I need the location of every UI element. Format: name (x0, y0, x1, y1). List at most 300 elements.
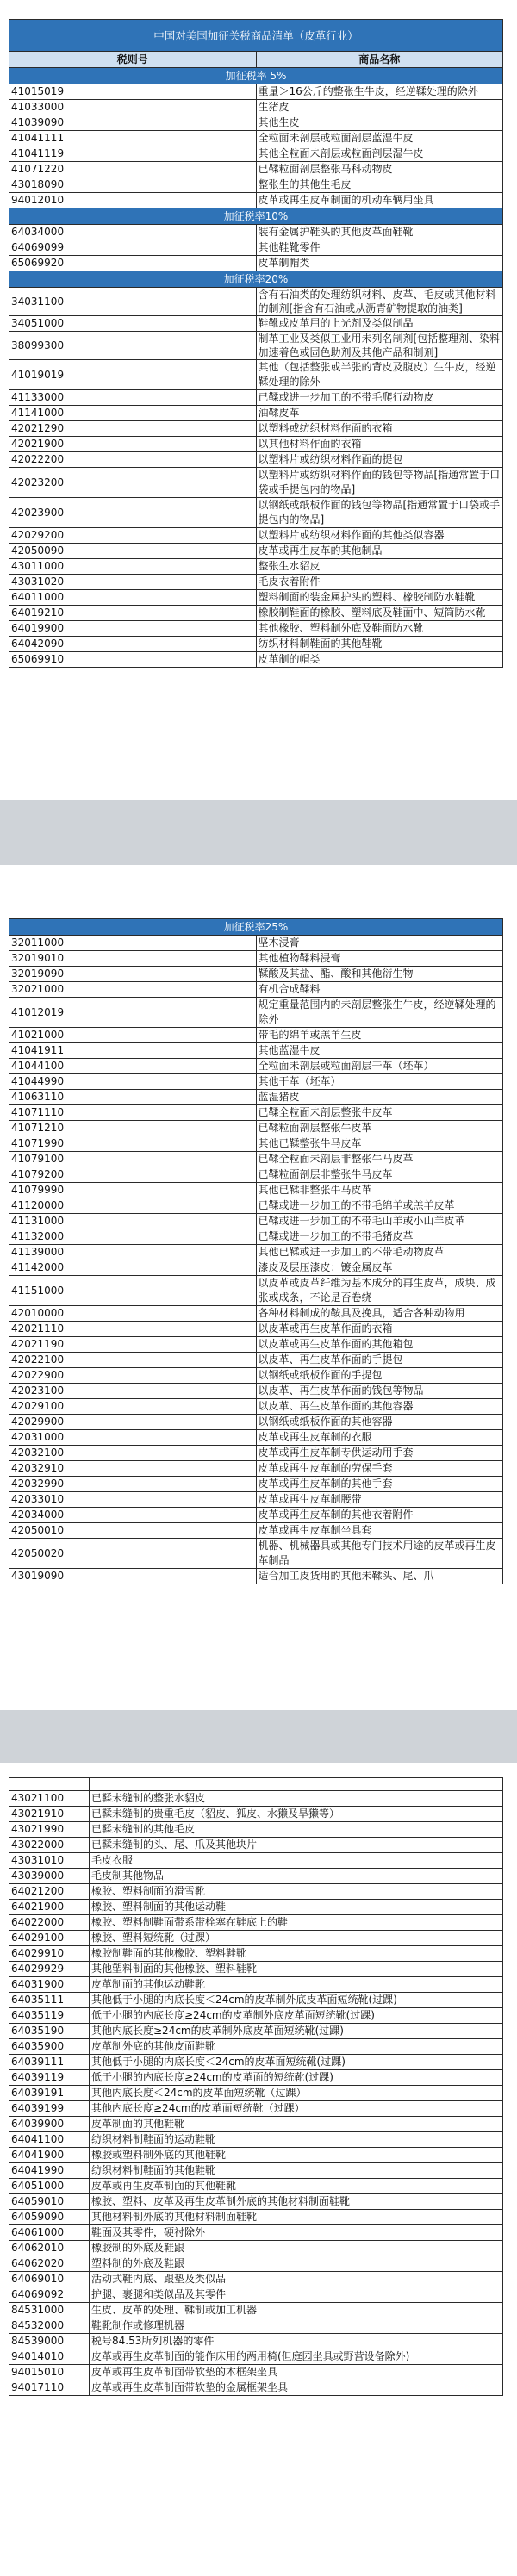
table-row (9, 1136, 503, 1152)
product-name-cell: 塑料制的外底及鞋跟 (90, 2256, 503, 2272)
table-row (9, 2039, 503, 2055)
table-row (9, 2287, 503, 2303)
table-header-row (9, 52, 503, 68)
table-row (9, 2008, 503, 2024)
tariff-code-cell: 41033000 (9, 100, 257, 115)
tariff-code-cell: 94014010 (9, 2349, 90, 2365)
product-name-cell: 蓝湿猪皮 (256, 1090, 503, 1105)
tariff-code-cell: 42050090 (9, 544, 257, 559)
tariff-code-cell: 42021110 (9, 1322, 257, 1337)
product-name-cell: 以其他材料作面的衣箱 (256, 437, 503, 452)
product-name-cell: 其他全粒面未剖层或粒面剖层湿牛皮 (256, 146, 503, 162)
product-name-cell: 其他已鞣整张牛马皮革 (256, 1136, 503, 1152)
table-row (9, 1167, 503, 1183)
table-row (9, 421, 503, 437)
table-title-row (9, 20, 503, 52)
product-name-cell: 有机合成鞣料 (256, 982, 503, 998)
product-name-cell: 生猪皮 (256, 100, 503, 115)
table-row (9, 2303, 503, 2318)
tariff-code-cell: 34051000 (9, 316, 257, 332)
table-row (9, 2055, 503, 2070)
product-name-cell: 已鞣粒面剖层非整张牛马皮革 (256, 1167, 503, 1183)
table-row (9, 606, 503, 621)
rate-heading-row (9, 919, 503, 936)
table-row (9, 590, 503, 606)
table-row (9, 1977, 503, 1993)
product-name-cell: 以塑料片或纺织材料作面的其他类似容器 (256, 528, 503, 544)
tariff-code-cell: 64019900 (9, 621, 257, 637)
product-name-cell: 毛皮衣着附件 (256, 575, 503, 590)
table-row (9, 1807, 503, 1822)
table-row (9, 1276, 503, 1306)
table-row (9, 100, 503, 115)
product-name-cell: 已鞣未缝制的其他毛皮 (90, 1822, 503, 1838)
table-row (9, 1043, 503, 1059)
product-name-cell: 以皮革或再生皮革作面的衣箱 (256, 1322, 503, 1337)
tariff-code-cell: 42010000 (9, 1306, 257, 1322)
table-row (9, 1214, 503, 1229)
table-row (9, 2334, 503, 2349)
product-name-cell: 护腿、裹腿和类似品及其零件 (90, 2287, 503, 2303)
table-row (9, 2148, 503, 2163)
product-name-cell: 油鞣皮革 (256, 406, 503, 421)
table-row (9, 544, 503, 559)
table-row (9, 2179, 503, 2194)
product-name-cell: 以塑料片或纺织材料作面的钱包等物品[指通常置于口袋或手提包内的物品] (256, 468, 503, 498)
tariff-code-cell: 42032990 (9, 1477, 257, 1492)
tariff-code-cell: 43011000 (9, 559, 257, 575)
tariff-code-cell: 64041100 (9, 2132, 90, 2148)
tariff-code-cell: 64069092 (9, 2287, 90, 2303)
table-row (9, 498, 503, 528)
tariff-code-cell: 64039191 (9, 2086, 90, 2101)
table-row (9, 1523, 503, 1539)
product-name-cell: 皮革制的帽类 (256, 652, 503, 668)
page-separator (0, 1710, 517, 1763)
tariff-code-cell: 64041900 (9, 2148, 90, 2163)
table-row (9, 967, 503, 982)
product-name-cell: 橡胶制鞋面的其他橡胶、塑料鞋靴 (90, 1946, 503, 1962)
tariff-code-cell: 84539000 (9, 2334, 90, 2349)
tariff-code-cell: 42023900 (9, 498, 257, 528)
tariff-code-cell: 84532000 (9, 2318, 90, 2334)
tariff-code-cell: 38099300 (9, 332, 257, 360)
tariff-code-cell: 42034000 (9, 1508, 257, 1523)
product-name-cell: 鞋靴制作或修理机器 (90, 2318, 503, 2334)
table-row (9, 2349, 503, 2365)
section-rate-25 (9, 919, 503, 1584)
product-name-cell: 皮革或再生皮革制的衣服 (256, 1430, 503, 1446)
table-row (9, 256, 503, 271)
tariff-code-cell: 42033010 (9, 1492, 257, 1508)
tariff-code-cell: 64051000 (9, 2179, 90, 2194)
table-row (9, 1884, 503, 1900)
product-name-cell: 以钢纸或纸板作面的钱包等物品[指通常置于口袋或手提包内的物品] (256, 498, 503, 528)
header-product-name: 商品名称 (256, 52, 503, 68)
tariff-code-cell: 64069010 (9, 2272, 90, 2287)
product-name-cell: 鞋面及其零件，硬衬除外 (90, 2225, 503, 2241)
table-row (9, 1306, 503, 1322)
product-name-cell: 鞋靴或皮革用的上光剂及类似制品 (256, 316, 503, 332)
table-row (9, 2101, 503, 2117)
product-name-cell: 毛皮制其他物品 (90, 1869, 503, 1884)
tariff-code-cell: 32021000 (9, 982, 257, 998)
section-rate-25-continued (9, 1791, 503, 2396)
tariff-code-cell: 64035190 (9, 2024, 90, 2039)
product-name-cell: 漆皮及层压漆皮；镀金属皮革 (256, 1260, 503, 1276)
tariff-code-cell: 64029910 (9, 1946, 90, 1962)
table-row (9, 1198, 503, 1214)
product-name-cell: 已鞣未缝制的整张水貂皮 (90, 1791, 503, 1807)
table-row (9, 998, 503, 1028)
table-row (9, 1152, 503, 1167)
product-name-cell: 皮革或再生皮革制专供运动用手套 (256, 1446, 503, 1461)
product-name-cell: 毛皮衣服 (90, 1853, 503, 1869)
product-name-cell: 其他低于小腿的内底长度＜24cm的皮革制外底皮革面短统靴(过踝) (90, 1993, 503, 2008)
tariff-code-cell: 41142000 (9, 1260, 257, 1276)
table-row (9, 2318, 503, 2334)
table-row (9, 637, 503, 652)
product-name-cell: 已鞣粒面剖层整张马科动物皮 (256, 162, 503, 177)
product-name-cell: 带毛的绵羊或羔羊生皮 (256, 1028, 503, 1043)
table-row (9, 2225, 503, 2241)
tariff-code-cell: 43021100 (9, 1791, 90, 1807)
table-row (9, 575, 503, 590)
product-name-cell: 以塑料片或纺织材料作面的提包 (256, 452, 503, 468)
table-row (9, 621, 503, 637)
table-row (9, 1822, 503, 1838)
section-rate-20 (9, 271, 503, 668)
table-row (9, 1508, 503, 1523)
product-name-cell: 整张生水貂皮 (256, 559, 503, 575)
tariff-code-cell: 41019019 (9, 360, 257, 390)
rate-heading-row (9, 68, 503, 84)
tariff-code-cell: 41015019 (9, 84, 257, 100)
table-row (9, 2272, 503, 2287)
product-name-cell: 橡胶或塑料制外底的其他鞋靴 (90, 2148, 503, 2163)
table-row (9, 1569, 503, 1584)
table-row (9, 1461, 503, 1477)
product-name-cell: 皮革制面的其他鞋靴 (90, 2117, 503, 2132)
product-name-cell: 坚木浸膏 (256, 936, 503, 951)
tariff-code-cell: 41071220 (9, 162, 257, 177)
tariff-code-cell: 64039900 (9, 2117, 90, 2132)
product-name-cell: 活动式鞋内底、跟垫及类似品 (90, 2272, 503, 2287)
table-row (9, 1962, 503, 1977)
table-row (9, 2365, 503, 2380)
table-row (9, 1993, 503, 2008)
product-name-cell: 以皮革、再生皮革作面的其他容器 (256, 1399, 503, 1415)
tariff-code-cell: 42022200 (9, 452, 257, 468)
tariff-code-cell: 41139000 (9, 1245, 257, 1260)
table-row (9, 982, 503, 998)
table-row (9, 2194, 503, 2210)
table-blank-row (9, 1778, 503, 1791)
tariff-table-page-1 (9, 19, 503, 668)
tariff-code-cell: 41063110 (9, 1090, 257, 1105)
product-name-cell: 皮革或再生皮革制的劳保手套 (256, 1461, 503, 1477)
product-name-cell: 橡胶制的外底及鞋跟 (90, 2241, 503, 2256)
tariff-code-cell: 32019010 (9, 951, 257, 967)
product-name-cell: 其他内底长度≥24cm的皮革面短统靴（过踝） (90, 2101, 503, 2117)
table-row (9, 1059, 503, 1074)
product-name-cell: 其他干革（坯革） (256, 1074, 503, 1090)
table-row (9, 332, 503, 360)
table-row (9, 146, 503, 162)
tariff-code-cell: 64035111 (9, 1993, 90, 2008)
product-name-cell: 纺织材料制鞋面的其他鞋靴 (90, 2163, 503, 2179)
product-name-cell: 生皮、皮革的处理、鞣制或加工机器 (90, 2303, 503, 2318)
table-row (9, 559, 503, 575)
product-name-cell: 已鞣全粒面未剖层整张牛皮革 (256, 1105, 503, 1121)
tariff-code-cell: 41079100 (9, 1152, 257, 1167)
tariff-code-cell: 43039000 (9, 1869, 90, 1884)
table-row (9, 1028, 503, 1043)
product-name-cell: 皮革或再生皮革制坐具套 (256, 1523, 503, 1539)
tariff-code-cell: 64039119 (9, 2070, 90, 2086)
table-row (9, 951, 503, 967)
tariff-code-cell: 41131000 (9, 1214, 257, 1229)
table-row (9, 1337, 503, 1353)
table-row (9, 936, 503, 951)
tariff-code-cell: 41151000 (9, 1276, 257, 1306)
product-name-cell: 橡胶、塑料、皮革及再生皮革制外底的其他材料制面鞋靴 (90, 2194, 503, 2210)
tariff-code-cell: 41044990 (9, 1074, 257, 1090)
product-name-cell: 皮革或再生皮革制面带软垫的木框架坐具 (90, 2365, 503, 2380)
product-name-cell: 以皮革或再生皮革作面的其他箱包 (256, 1337, 503, 1353)
tariff-code-cell: 64021200 (9, 1884, 90, 1900)
tariff-code-cell: 42023100 (9, 1384, 257, 1399)
tariff-code-cell: 42022100 (9, 1353, 257, 1368)
tariff-code-cell: 42021900 (9, 437, 257, 452)
tariff-code-cell: 42029900 (9, 1415, 257, 1430)
product-name-cell: 整张生的其他生毛皮 (256, 177, 503, 193)
section-rate-10 (9, 208, 503, 271)
table-row (9, 193, 503, 208)
tariff-code-cell: 41041111 (9, 131, 257, 146)
table-row (9, 1477, 503, 1492)
tariff-code-cell: 42029100 (9, 1399, 257, 1415)
table-row (9, 2117, 503, 2132)
rate-heading: 加征税率20% (9, 271, 503, 288)
product-name-cell: 全粒面未剖层或粒面剖层蓝湿牛皮 (256, 131, 503, 146)
tariff-code-cell: 34031100 (9, 288, 257, 316)
tariff-code-cell: 43021990 (9, 1822, 90, 1838)
tariff-code-cell: 64069099 (9, 240, 257, 256)
product-name-cell: 以钢纸或纸板作面的手提包 (256, 1368, 503, 1384)
table-row (9, 1492, 503, 1508)
table-row (9, 2070, 503, 2086)
tariff-code-cell: 41132000 (9, 1229, 257, 1245)
product-name-cell: 适合加工皮货用的其他未鞣头、尾、爪 (256, 1569, 503, 1584)
product-name-cell: 橡胶、塑料制面的其他运动鞋 (90, 1900, 503, 1915)
product-name-cell: 以皮革、再生皮革作面的钱包等物品 (256, 1384, 503, 1399)
product-name-cell: 机器、机械器具或其他专门技术用途的皮革或再生皮革制品 (256, 1539, 503, 1569)
tariff-table-page-3 (9, 1777, 503, 2396)
table-row (9, 1260, 503, 1276)
tariff-code-cell: 41041119 (9, 146, 257, 162)
product-name-cell: 橡胶、塑料制面的滑雪靴 (90, 1884, 503, 1900)
table-row (9, 84, 503, 100)
product-name-cell: 已鞣粒面剖层整张牛皮革 (256, 1121, 503, 1136)
header-tariff-code: 税则号 (9, 52, 257, 68)
product-name-cell: 其他（包括整张或半张的背皮及腹皮）生牛皮，经逆鞣处理的除外 (256, 360, 503, 390)
table-row (9, 1915, 503, 1931)
tariff-table-page-2 (9, 918, 503, 1584)
product-name-cell: 橡胶、塑料制鞋面带系带栓塞在鞋底上的鞋 (90, 1915, 503, 1931)
table-row (9, 1229, 503, 1245)
tariff-code-cell: 41120000 (9, 1198, 257, 1214)
product-name-cell: 其他内底长度≥24cm的皮革制外底皮革面短统靴(过踝) (90, 2024, 503, 2039)
product-name-cell: 其他塑料制面的其他橡胶、塑料鞋靴 (90, 1962, 503, 1977)
tariff-code-cell: 41071210 (9, 1121, 257, 1136)
product-name-cell: 其他低于小腿的内底长度＜24cm的皮革面短统靴(过踝) (90, 2055, 503, 2070)
tariff-code-cell: 32019090 (9, 967, 257, 982)
table-title: 中国对美国加征关税商品清单（皮革行业） (9, 20, 503, 52)
product-name-cell: 橡胶制鞋面的橡胶、塑料底及鞋面中、短筒防水靴 (256, 606, 503, 621)
product-name-cell: 低于小腿的内底长度≥24cm的皮革面的短统靴(过踝) (90, 2070, 503, 2086)
product-name-cell: 皮革或再生皮革的其他制品 (256, 544, 503, 559)
rate-heading-row (9, 271, 503, 288)
rate-heading-row (9, 208, 503, 225)
table-row (9, 1090, 503, 1105)
table-row (9, 1368, 503, 1384)
product-name-cell: 鞣酸及其盐、酯、酸和其他衍生物 (256, 967, 503, 982)
tariff-code-cell: 94017110 (9, 2380, 90, 2396)
product-name-cell: 皮革或再生皮革制面的能作床用的两用椅(但庭园坐具或野营设备除外) (90, 2349, 503, 2365)
table-row (9, 162, 503, 177)
tariff-code-cell: 41021000 (9, 1028, 257, 1043)
tariff-code-cell: 64031900 (9, 1977, 90, 1993)
table-row (9, 2380, 503, 2396)
tariff-code-cell: 42021190 (9, 1337, 257, 1353)
product-name-cell: 已鞣全粒面未剖层非整张牛马皮革 (256, 1152, 503, 1167)
section-rate-5 (9, 68, 503, 208)
tariff-code-cell: 42032100 (9, 1446, 257, 1461)
product-name-cell: 塑料制面的装金属护头的塑料、橡胶制防水鞋靴 (256, 590, 503, 606)
product-name-cell: 重量＞16公斤的整张生牛皮，经逆鞣处理的除外 (256, 84, 503, 100)
tariff-code-cell: 64011000 (9, 590, 257, 606)
tariff-code-cell: 64029929 (9, 1962, 90, 1977)
tariff-code-cell: 41071110 (9, 1105, 257, 1121)
tariff-code-cell: 64035900 (9, 2039, 90, 2055)
tariff-code-cell: 65069920 (9, 256, 257, 271)
product-name-cell: 其他已鞣非整张牛马皮革 (256, 1183, 503, 1198)
tariff-code-cell: 41012019 (9, 998, 257, 1028)
tariff-code-cell: 64034000 (9, 225, 257, 240)
product-name-cell: 规定重量范围内的未剖层整张生牛皮，经逆鞣处理的除外 (256, 998, 503, 1028)
tariff-code-cell: 64019210 (9, 606, 257, 621)
product-name-cell: 皮革或再生皮革制的其他手套 (256, 1477, 503, 1492)
tariff-code-cell: 42029200 (9, 528, 257, 544)
tariff-code-cell: 41041911 (9, 1043, 257, 1059)
tariff-code-cell: 32011000 (9, 936, 257, 951)
table-row (9, 1415, 503, 1430)
table-row (9, 528, 503, 544)
table-row (9, 1353, 503, 1368)
product-name-cell: 已鞣或进一步加工的不带毛山羊或小山羊皮革 (256, 1214, 503, 1229)
tariff-code-cell: 41079200 (9, 1167, 257, 1183)
tariff-code-cell: 64061000 (9, 2225, 90, 2241)
product-name-cell: 已鞣未缝制的贵重毛皮（貂皮、狐皮、水獭及旱獭等） (90, 1807, 503, 1822)
product-name-cell: 纺织材料制鞋面的运动鞋靴 (90, 2132, 503, 2148)
table-row (9, 437, 503, 452)
product-name-cell: 已鞣未缝制的头、尾、爪及其他块片 (90, 1838, 503, 1853)
table-row (9, 1446, 503, 1461)
table-row (9, 2241, 503, 2256)
tariff-code-cell: 41133000 (9, 390, 257, 406)
table-row (9, 131, 503, 146)
tariff-code-cell: 43018090 (9, 177, 257, 193)
table-row (9, 240, 503, 256)
tariff-code-cell: 41141000 (9, 406, 257, 421)
rate-heading: 加征税率 5% (9, 68, 503, 84)
table-row (9, 177, 503, 193)
table-row (9, 452, 503, 468)
tariff-code-cell: 64039199 (9, 2101, 90, 2117)
table-row (9, 652, 503, 668)
product-name-cell: 其他生皮 (256, 115, 503, 131)
table-row (9, 390, 503, 406)
table-row (9, 1322, 503, 1337)
tariff-code-cell: 64062020 (9, 2256, 90, 2272)
tariff-code-cell: 65069910 (9, 652, 257, 668)
table-row (9, 1183, 503, 1198)
product-name-cell: 以塑料或纺织材料作面的衣箱 (256, 421, 503, 437)
table-row (9, 1105, 503, 1121)
product-name-cell: 以钢纸或纸板作面的其他容器 (256, 1415, 503, 1430)
rate-heading: 加征税率25% (9, 919, 503, 936)
table-row (9, 2256, 503, 2272)
product-name-cell: 皮革制面的其他运动鞋靴 (90, 1977, 503, 1993)
table-row (9, 2210, 503, 2225)
table-row (9, 288, 503, 316)
tariff-code-cell: 64035119 (9, 2008, 90, 2024)
product-name-cell: 已鞣或进一步加工的不带毛绵羊或羔羊皮革 (256, 1198, 503, 1214)
product-name-cell: 制革工业及类似工业用未列名制剂[包括整理剂、染料加速着色或固色助剂及其他产品和制剂] (256, 332, 503, 360)
product-name-cell: 其他植物鞣料浸膏 (256, 951, 503, 967)
table-row (9, 1791, 503, 1807)
table-row (9, 1853, 503, 1869)
product-name-cell: 以皮革、再生皮革作面的手提包 (256, 1353, 503, 1368)
table-row (9, 1245, 503, 1260)
tariff-code-cell: 41039090 (9, 115, 257, 131)
table-row (9, 1430, 503, 1446)
product-name-cell: 纺织材料制鞋面的其他鞋靴 (256, 637, 503, 652)
table-row (9, 1931, 503, 1946)
table-row (9, 2132, 503, 2148)
tariff-code-cell: 64059010 (9, 2194, 90, 2210)
tariff-code-cell: 43021910 (9, 1807, 90, 1822)
product-name-cell: 皮革或再生皮革制腰带 (256, 1492, 503, 1508)
product-name-cell: 皮革制帽类 (256, 256, 503, 271)
product-name-cell: 皮革或再生皮革制的其他衣着附件 (256, 1508, 503, 1523)
table-row (9, 316, 503, 332)
table-row (9, 225, 503, 240)
tariff-code-cell: 42032910 (9, 1461, 257, 1477)
tariff-code-cell: 64062010 (9, 2241, 90, 2256)
product-name-cell: 装有金属护鞋头的其他皮革面鞋靴 (256, 225, 503, 240)
tariff-code-cell: 64039111 (9, 2055, 90, 2070)
tariff-code-cell: 84531000 (9, 2303, 90, 2318)
product-name-cell: 全粒面未剖层或粒面剖层干革（坯革） (256, 1059, 503, 1074)
product-name-cell: 皮革或再生皮革制面带软垫的金属框架坐具 (90, 2380, 503, 2396)
tariff-code-cell: 42021290 (9, 421, 257, 437)
table-row (9, 2086, 503, 2101)
tariff-code-cell: 42022900 (9, 1368, 257, 1384)
table-row (9, 1539, 503, 1569)
product-name-cell: 其他材料制外底的其他材料制面鞋靴 (90, 2210, 503, 2225)
